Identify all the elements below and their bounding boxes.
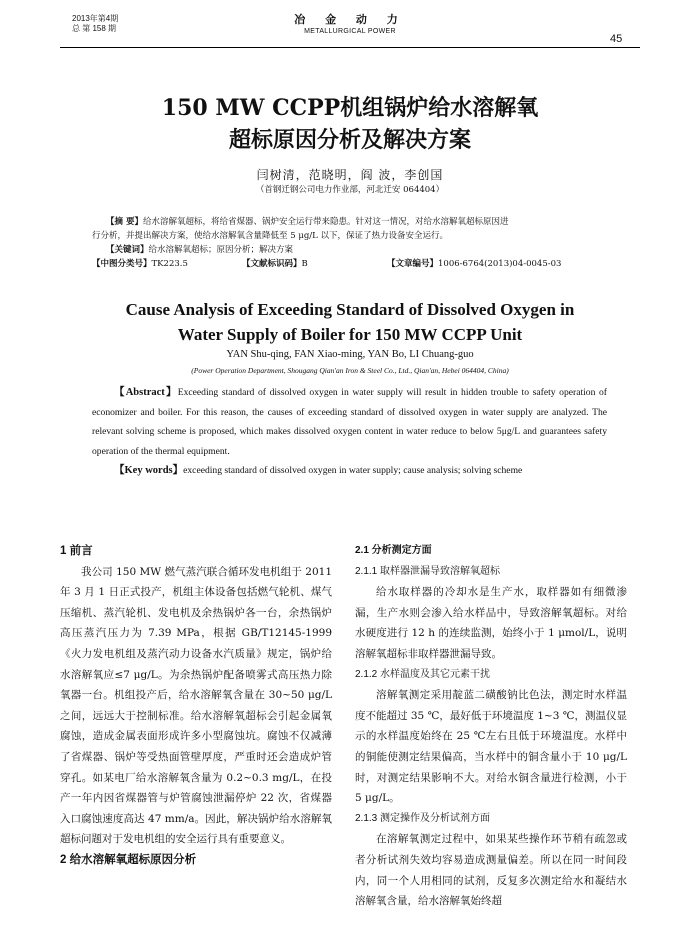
- journal-masthead: [250, 11, 450, 35]
- body-column-right: [355, 541, 627, 912]
- doc-code-value: B: [301, 259, 308, 269]
- classification-line: [92, 257, 612, 271]
- section-heading: 2 给水溶解氧超标原因分析: [60, 853, 197, 866]
- body-paragraph: 溶解氧测定采用靛蓝二磺酸钠比色法，测定时水样温度不能超过 35 ℃，最好低于环境温度 1~3 ℃，测温仪显示的水样温度始终在 25 ℃左右且低于环境温度。水样中的铜能使测定结果偏高，当水样中的铜含量小于 10 μg/L 时，对测定结果影响不大。对给水铜含量进行检测，小于 5 μg/L。: [355, 689, 627, 805]
- article-title-cn: [60, 92, 640, 156]
- header-divider: [60, 47, 640, 48]
- body-paragraph: 在溶解氧测定过程中，如果某些操作环节稍有疏忽或者分析试剂失效均容易造成测量偏差。所以在同一时间段内，同一个人用相同的试剂，反复多次测定给水和凝结水溶解氧含量，给水溶解氧始终超: [355, 833, 627, 908]
- subsubsection-heading: 2.1.3 测定操作及分析试剂方面: [355, 812, 491, 824]
- body-paragraph: 我公司 150 MW 燃气蒸汽联合循环发电机组于 2011 年 3 月 1 日正式投产，机组主体设备包括燃气轮机、煤气压缩机、蒸汽轮机、发电机及余热锅炉各一台，余热锅炉高压蒸汽压力为 7.39 MPa，根据 GB/T12145-1999《火力发电机组及蒸汽动力设备水汽质量》规定，锅炉给水溶解氧应≤7 μg/L。为余热锅炉配备喷雾式高压热力除氧器一台。机组投产后，给水溶解氧含量在 30~50 μg/L 之间，远远大于控制标准。给水溶解氧超标会引起金属氧腐蚀，造成金属表面形成许多小型腐蚀坑。腐蚀不仅减薄了省煤器、锅炉等受热面管壁厚度，严重时还会造成炉管穿孔。如某电厂给水溶解氧含量为 0.2~0.3 mg/L，在投产一年内因省煤器管与炉管腐蚀泄漏停炉 22 次，省煤器入口腐蚀速度高达 47 mm/a。因此，解决锅炉给水溶解氧超标问题对于发电机组的安全运行具有重要意义。: [60, 565, 332, 846]
- issue-info: [72, 14, 118, 34]
- subsubsection-heading: 2.1.1 取样器泄漏导致溶解氧超标: [355, 565, 501, 577]
- title-en-line: Water Supply of Boiler for 150 MW CCPP Unit: [177, 325, 523, 344]
- article-no-value: 1006-6764(2013)04-0045-03: [438, 259, 562, 269]
- body-paragraph: 给水取样器的冷却水是生产水，取样器如有细微渗漏，生产水则会渗入给水样品中，导致溶解氧超标。对给水硬度进行 12 h 的连续监测，始终小于 1 μmol/L，说明溶解氧超标非取样器泄漏导致。: [355, 586, 627, 660]
- keywords-cn: 给水溶解氧超标；原因分析；解决方案: [148, 245, 294, 255]
- article-no-label: 【文章编号】: [387, 259, 439, 269]
- authors-cn: 闫树清，范晓明，阎 波，李创国: [256, 168, 444, 182]
- abstract-cn-text: 给水溶解氧超标，将给省煤器、锅炉安全运行带来隐患。针对这一情况，对给水溶解氧超标原因进: [142, 217, 509, 227]
- journal-name-en: METALLURGICAL POWER: [304, 28, 396, 35]
- page-number: 45: [610, 33, 623, 45]
- doc-code-label: 【文献标识码】: [242, 259, 302, 269]
- abstract-cn-label: 【摘 要】: [106, 217, 143, 227]
- total-issue-line: 总 第 158 期: [72, 24, 117, 33]
- keywords-en-label: 【Key words】: [114, 465, 184, 476]
- article-title-en: [60, 297, 640, 347]
- issue-line: 2013年第4期: [72, 14, 119, 23]
- section-heading: 1 前言: [60, 545, 93, 557]
- affiliation-en: (Power Operation Department, Shougang Qian'an Iron & Steel Co., Ltd., Qian'an, Hebei 064404, China): [191, 366, 509, 375]
- title-cn-line: 150 MW CCPP机组锅炉给水溶解氧: [161, 95, 539, 121]
- authors-en: YAN Shu-qing, FAN Xiao-ming, YAN Bo, LI Chuang-guo: [226, 349, 474, 360]
- abstract-en: [92, 383, 607, 481]
- subsubsection-heading: 2.1.2 水样温度及其它元素干扰: [355, 668, 491, 680]
- abstract-cn: [92, 215, 612, 271]
- body-column-left: [60, 541, 332, 871]
- affiliation-cn: （首钢迁钢公司电力作业部，河北迁安 064404）: [255, 185, 445, 195]
- journal-name-cn: 冶 金 动 力: [294, 13, 406, 26]
- keywords-cn-label: 【关键词】: [106, 245, 149, 255]
- subsection-heading: 2.1 分析测定方面: [355, 545, 432, 556]
- abstract-en-text: Exceeding standard of dissolved oxygen in water supply will result in hidden trouble to safety operation of economizer and boiler. For this reason, the causes of exceeding standard of dissolved oxygen in water supply are analyzed. The relevant solving scheme is proposed, which makes dissolved oxygen content in water reduce to below 5μg/L and guarantees safety operation of the thermal equipment.: [92, 387, 607, 457]
- abstract-cn-text-cont: 行分析，并提出解决方案，使给水溶解氧含量降低至 5 μg/L 以下，保证了热力设备安全运行。: [92, 231, 448, 241]
- title-en-line: Cause Analysis of Exceeding Standard of Dissolved Oxygen in: [125, 300, 575, 319]
- abstract-en-label: 【Abstract】: [114, 387, 178, 398]
- clc-label: 【中图分类号】: [92, 259, 152, 269]
- title-cn-line: 超标原因分析及解决方案: [228, 127, 471, 153]
- keywords-en: exceeding standard of dissolved oxygen in water supply; cause analysis; solving scheme: [183, 465, 523, 476]
- clc-value: TK223.5: [151, 259, 188, 269]
